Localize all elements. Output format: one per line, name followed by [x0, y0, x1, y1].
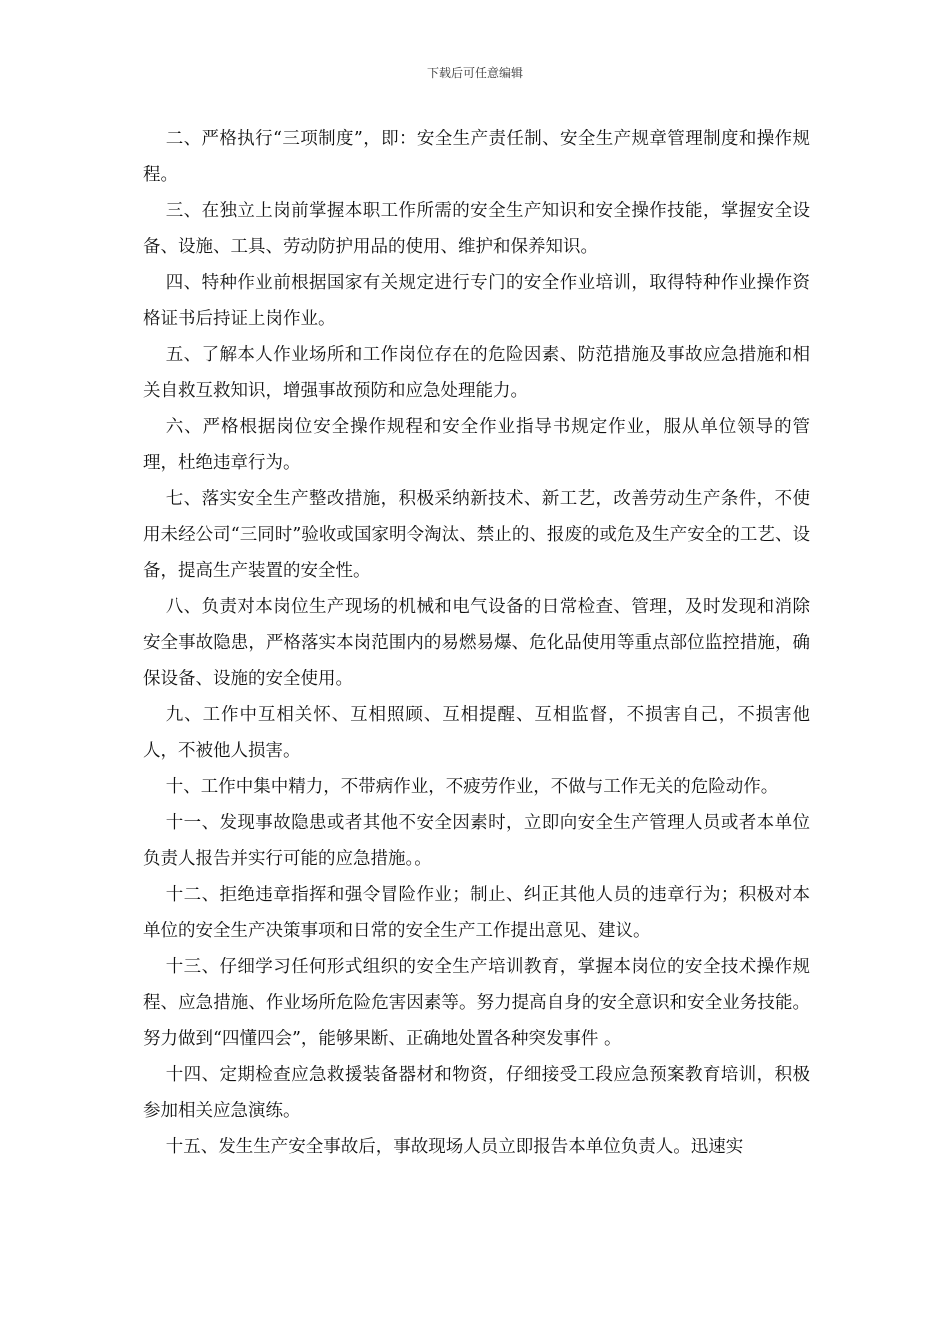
paragraph-9: 九、工作中互相关怀、互相照顾、互相提醒、互相监督，不损害自己，不损害他人，不被他人损害。 [143, 705, 810, 761]
paragraph-14: 十四、定期检查应急救援装备器材和物资，仔细接受工段应急预案教育培训，积极参加相关应急演练。 [143, 1065, 810, 1121]
paragraph-12: 十二、拒绝违章指挥和强令冒险作业；制止、纠正其他人员的违章行为；积极对本单位的安全生产决策事项和日常的安全生产工作提出意见、建议。 [143, 885, 810, 941]
document-body [143, 121, 810, 1165]
paragraph-7: 七、落实安全生产整改措施，积极采纳新技术、新工艺，改善劳动生产条件，不使用未经公司“三同时”验收或国家明令淘汰、禁止的、报废的或危及生产安全的工艺、设备，提高生产装置的安全性。 [143, 489, 810, 581]
paragraph-13: 十三、仔细学习任何形式组织的安全生产培训教育，掌握本岗位的安全技术操作规程、应急措施、作业场所危险危害因素等。努力提高自身的安全意识和安全业务技能。努力做到“四懂四会”，能够果断、正确地处置各种突发事件 。 [143, 957, 810, 1049]
paragraph-11: 十一、发现事故隐患或者其他不安全因素时，立即向安全生产管理人员或者本单位负责人报告并实行可能的应急措施。。 [143, 813, 810, 869]
paragraph-2: 二、严格执行“三项制度”，即：安全生产责任制、安全生产规章管理制度和操作规程。 [143, 129, 810, 185]
paragraph-15: 十五、发生生产安全事故后，事故现场人员立即报告本单位负责人。迅速实 [165, 1137, 744, 1157]
paragraph-10: 十、工作中集中精力，不带病作业，不疲劳作业，不做与工作无关的危险动作。 [165, 777, 779, 797]
paragraph-4: 四、特种作业前根据国家有关规定进行专门的安全作业培训，取得特种作业操作资格证书后持证上岗作业。 [143, 273, 810, 329]
paragraph-6: 六、严格根据岗位安全操作规程和安全作业指导书规定作业，服从单位领导的管理，杜绝违章行为。 [143, 417, 810, 473]
paragraph-3: 三、在独立上岗前掌握本职工作所需的安全生产知识和安全操作技能，掌握安全设备、设施、工具、劳动防护用品的使用、维护和保养知识。 [143, 201, 810, 257]
paragraph-8: 八、负责对本岗位生产现场的机械和电气设备的日常检查、管理，及时发现和消除安全事故隐患，严格落实本岗范围内的易燃易爆、危化品使用等重点部位监控措施，确保设备、设施的安全使用。 [143, 597, 810, 689]
page-header-note: 下载后可任意编辑 [426, 66, 523, 80]
paragraph-5: 五、了解本人作业场所和工作岗位存在的危险因素、防范措施及事故应急措施和相关自救互救知识，增强事故预防和应急处理能力。 [143, 345, 810, 401]
